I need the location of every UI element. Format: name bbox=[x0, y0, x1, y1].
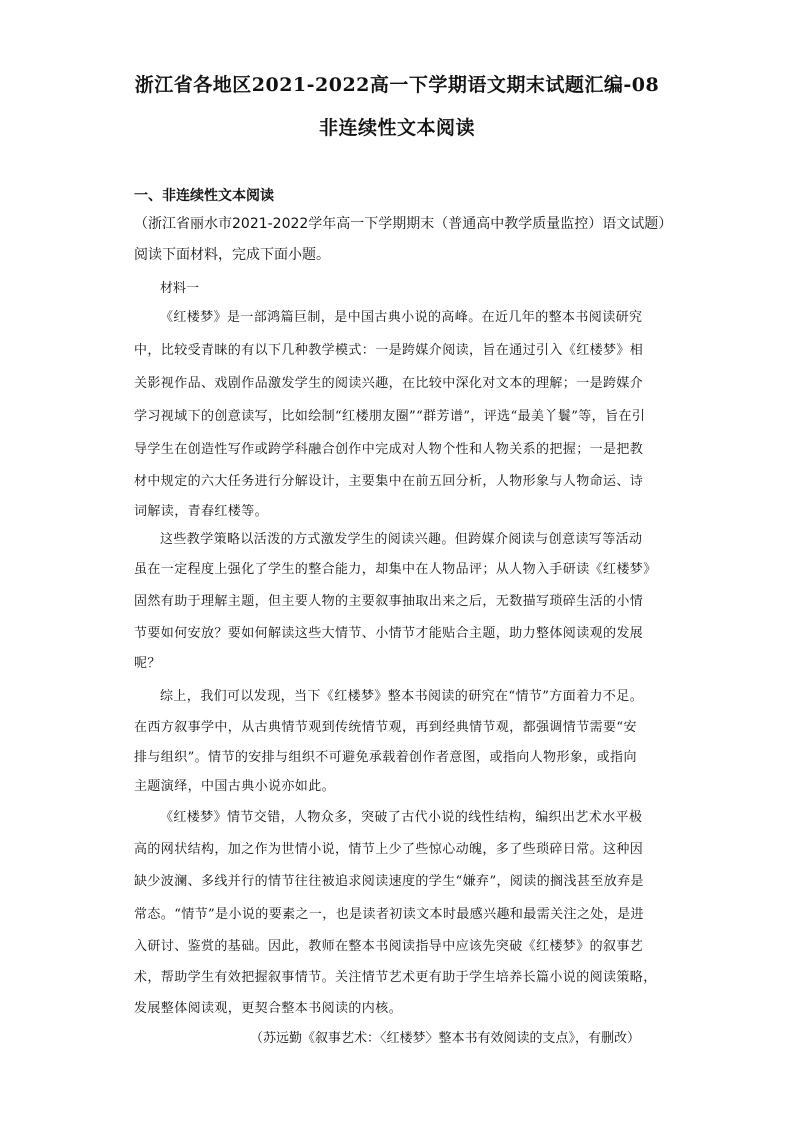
body-line: 主题演绎，中国古典小说亦如此。 bbox=[134, 779, 336, 794]
body-line: 导学生在创造性写作或跨学科融合创作中完成对人物个性和人物关系的把握；一是把教 bbox=[134, 442, 644, 457]
body-line: 学习视域下的创意读写，比如绘制“红楼朋友圈”“群芳谱”，评选“最美丫鬟”等，旨在引 bbox=[134, 409, 646, 424]
body-line: 发展整体阅读观，更契合整本书阅读的内核。 bbox=[134, 1001, 403, 1016]
body-line: 缺少波澜、多线并行的情节往往被追求阅读速度的学生“嫌弃”，阅读的搁浅甚至放弃是 bbox=[134, 874, 644, 889]
instruction-text: 阅读下面材料，完成下面小题。 bbox=[134, 247, 330, 263]
document-title: 浙江省各地区2021-2022高一下学期语文期末试题汇编-08 bbox=[134, 74, 660, 96]
body-line: 虽在一定程度上强化了学生的整合能力，却集中在人物品评；从人物入手研读《红楼梦》 bbox=[134, 562, 657, 577]
body-line: 固然有助于理解主题，但主要人物的主要叙事抽取出来之后，无数描写琐碎生活的小情 bbox=[134, 594, 644, 609]
body-line: 节要如何安放？要如何解读这些大情节、小情节才能贴合主题，助力整体阅读观的发展 bbox=[134, 626, 644, 641]
body-line: 《红楼梦》是一部鸿篇巨制，是中国古典小说的高峰。在近几年的整本书阅读研究 bbox=[160, 310, 643, 325]
body-line: 呢？ bbox=[134, 656, 161, 671]
body-line: 关影视作品、戏剧作品激发学生的阅读兴趣，在比较中深化对文本的理解；一是跨媒介 bbox=[134, 376, 644, 391]
body-line: 在西方叙事学中，从古典情节观到传统情节观，再到经典情节观，都强调情节需要“安 bbox=[134, 720, 637, 735]
material-label: 材料一 bbox=[160, 281, 200, 296]
body-line: 排与组织”。情节的安排与组织不可避免承载着创作者意图，或指向人物形象，或指向 bbox=[134, 750, 637, 765]
body-line: 综上，我们可以发现，当下《红楼梦》整本书阅读的研究在“情节”方面着力不足。 bbox=[160, 689, 644, 704]
body-line: 高的网状结构，加之作为世情小说，情节上少了些惊心动魄，多了些琐碎日常。这种因 bbox=[134, 842, 644, 857]
body-line: 入研讨、鉴赏的基础。因此，教师在整本书阅读指导中应该先突破《红楼梦》的叙事艺 bbox=[134, 939, 644, 954]
section-heading: 一、非连续性文本阅读 bbox=[134, 188, 274, 204]
body-line: 常态。“情节”是小说的要素之一，也是读者初读文本时最感兴趣和最需关注之处，是进 bbox=[134, 907, 644, 922]
body-line: 词解读，青春红楼等。 bbox=[134, 504, 269, 519]
citation: （苏远勤《叙事艺术：〈红楼梦〉整本书有效阅读的支点》，有删改） bbox=[250, 1031, 641, 1046]
body-line: 术，帮助学生有效把握叙事情节。关注情节艺术更有助于学生培养长篇小说的阅读策略， bbox=[134, 970, 657, 985]
source-note: （浙江省丽水市2021-2022学年高一下学期期末（普通高中教学质量监控）语文试题） bbox=[134, 216, 673, 232]
body-line: 材中规定的六大任务进行分解设计，主要集中在前五回分析，人物形象与人物命运、诗 bbox=[134, 474, 644, 489]
document-subtitle: 非连续性文本阅读 bbox=[318, 117, 475, 139]
body-line: 《红楼梦》情节交错，人物众多，突破了古代小说的线性结构，编织出艺术水平极 bbox=[160, 810, 643, 825]
body-line: 中，比较受青睐的有以下几种教学模式：一是跨媒介阅读，旨在通过引入《红楼梦》相 bbox=[134, 343, 644, 358]
body-line: 这些教学策略以活泼的方式激发学生的阅读兴趣。但跨媒介阅读与创意读写等活动 bbox=[160, 532, 643, 547]
